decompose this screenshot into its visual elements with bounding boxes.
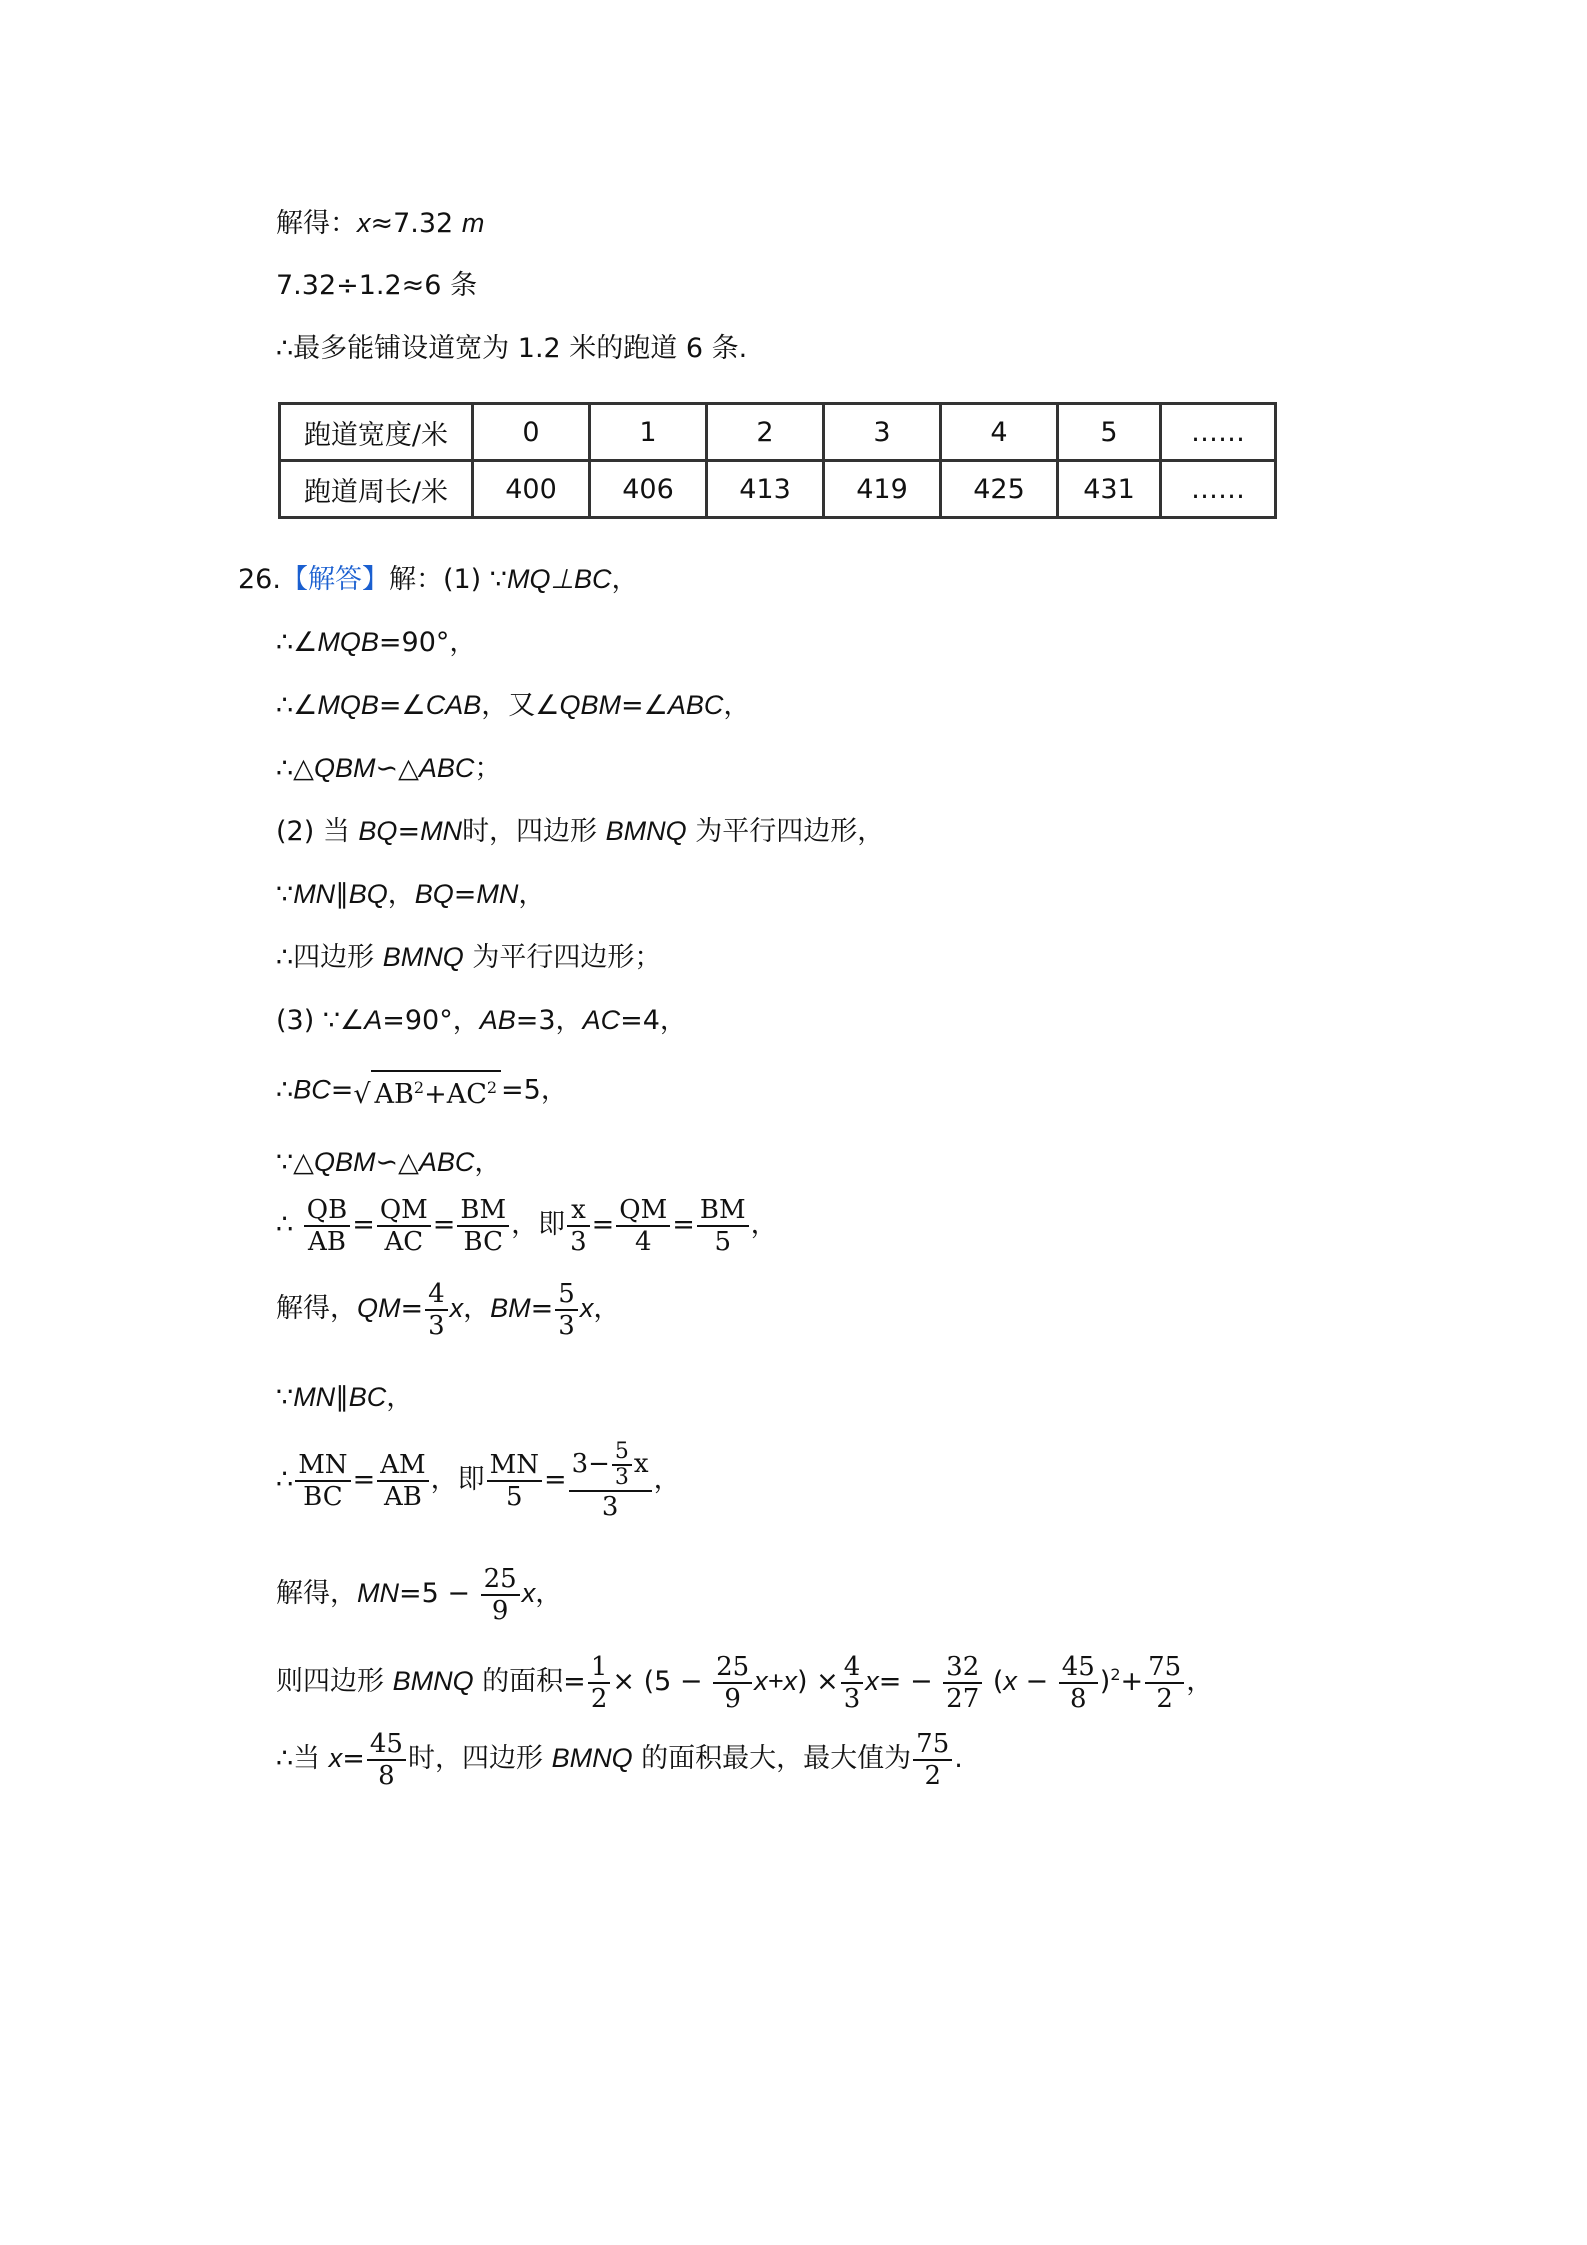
numerator: BM <box>697 1195 749 1227</box>
var: BMNQ <box>382 942 464 972</box>
text: 为平行四边形， <box>686 816 885 847</box>
denominator: 3 <box>614 1464 629 1490</box>
text: (2) 当 <box>276 816 359 847</box>
text: ， <box>518 879 546 910</box>
step-similar <box>276 751 501 786</box>
var: MN <box>420 816 463 846</box>
fraction <box>377 1195 431 1257</box>
fraction <box>481 1564 520 1626</box>
numerator: 25 <box>713 1652 752 1684</box>
step-max-area <box>276 1725 963 1792</box>
sqrt-expression: √ $AB^2+AC^2$ <box>353 1070 501 1112</box>
var: QBM <box>313 753 376 783</box>
var: AB <box>479 1005 516 1035</box>
denominator: 2 <box>1156 1683 1173 1714</box>
text: ∵△ <box>276 1147 314 1178</box>
var: x <box>521 1578 536 1608</box>
numerator: MN <box>295 1450 350 1482</box>
var: MN <box>293 879 336 909</box>
denominator: 4 <box>634 1226 652 1257</box>
denominator: 27 <box>946 1683 980 1714</box>
text: ∴ <box>276 1209 294 1240</box>
var: MN <box>293 1382 336 1412</box>
radicand-part: AB <box>374 1079 414 1110</box>
fraction <box>487 1450 542 1512</box>
table-cell: 0 <box>473 404 590 461</box>
var: CAB <box>425 690 482 720</box>
text: ∥ <box>335 1382 349 1413</box>
var: A <box>364 1005 383 1035</box>
table-cell: 419 <box>824 461 941 518</box>
denominator: 3 <box>428 1310 445 1341</box>
fraction <box>697 1195 749 1257</box>
fraction <box>304 1195 350 1257</box>
text: ∴当 <box>276 1743 329 1774</box>
var: QBM <box>559 690 621 720</box>
text: = <box>453 879 477 910</box>
var: ABC <box>418 1147 475 1177</box>
text: 解：(1) ∵ <box>388 564 507 595</box>
line-division: 7.32÷1.2≈6 条 <box>276 270 478 301</box>
fraction <box>913 1729 952 1791</box>
table-cell: 1 <box>590 404 707 461</box>
text: ，又∠ <box>481 690 560 721</box>
table-cell: 413 <box>707 461 824 518</box>
table-cell: 425 <box>941 461 1058 518</box>
text: =3， <box>515 1005 583 1036</box>
var: BQ <box>348 879 388 909</box>
text: 解得， <box>276 1578 357 1609</box>
text: =4， <box>620 1005 687 1036</box>
text: ∴ <box>276 1074 294 1106</box>
table-cell: 400 <box>473 461 590 518</box>
var: MN <box>476 879 519 909</box>
row-header-perimeter: 跑道周长/米 <box>280 461 473 518</box>
text: 则四边形 <box>276 1666 393 1697</box>
exponent: 2 <box>486 1078 498 1097</box>
denominator: 3 <box>570 1226 587 1257</box>
fraction <box>457 1195 509 1257</box>
numerator: 5 <box>555 1279 578 1311</box>
denominator: BC <box>463 1226 503 1257</box>
denominator: 3 <box>843 1683 861 1714</box>
step-mn-parallel-bc <box>276 1380 413 1415</box>
fraction <box>295 1450 350 1512</box>
var: x+x <box>754 1666 797 1696</box>
text: × (5 − <box>612 1666 712 1697</box>
var: MQ⊥BC <box>506 564 612 594</box>
step-angles-equal <box>276 688 750 723</box>
var: MQB <box>317 690 379 720</box>
var: x <box>579 1293 594 1323</box>
text: − <box>1016 1666 1057 1697</box>
problem-number: 26. <box>238 564 281 595</box>
numerator: 25 <box>481 1564 520 1596</box>
text: ∥ <box>335 879 349 910</box>
text: ， <box>611 564 639 595</box>
denominator: 8 <box>378 1760 395 1791</box>
text: 时，四边形 <box>407 1743 552 1774</box>
text: (3) ∵∠ <box>276 1005 365 1036</box>
table-row <box>280 461 1276 518</box>
denominator: AB <box>383 1481 422 1512</box>
denominator: 9 <box>724 1683 741 1714</box>
var: AC <box>582 1005 621 1035</box>
text: ， <box>463 1293 491 1324</box>
unit: m <box>461 208 485 238</box>
text: = <box>342 1743 365 1774</box>
text: 解得： <box>276 208 357 239</box>
fraction <box>555 1279 578 1341</box>
table-cell: 4 <box>941 404 1058 461</box>
fraction <box>616 1195 670 1257</box>
step-similar-2 <box>276 1145 501 1180</box>
text: ， <box>387 879 415 910</box>
numerator: 4 <box>841 1652 864 1684</box>
numerator: x <box>567 1195 590 1227</box>
text: ∴ <box>276 1464 294 1495</box>
step-area <box>276 1642 1213 1715</box>
line-solve-x <box>276 206 484 241</box>
table-cell: 3 <box>824 404 941 461</box>
text: ≈7.32 <box>370 208 462 239</box>
line-conclusion: ∴最多能铺设道宽为 1.2 米的跑道 6 条. <box>276 333 748 364</box>
denominator: AC <box>384 1226 424 1257</box>
text: ， <box>1186 1666 1214 1697</box>
denominator: AB <box>308 1226 346 1257</box>
text: ， <box>474 1147 502 1178</box>
var: BM <box>490 1293 531 1323</box>
denominator: 9 <box>491 1595 509 1626</box>
numerator: 1 <box>588 1652 611 1684</box>
fraction <box>588 1652 611 1714</box>
var: MQB <box>317 627 379 657</box>
numerator: 75 <box>1145 1652 1184 1684</box>
var: BQ <box>358 816 398 846</box>
text: ∵ <box>276 1382 294 1413</box>
text: ， <box>386 1382 414 1413</box>
radicand-part: +AC <box>424 1079 487 1110</box>
text: ，即 <box>511 1209 566 1240</box>
step-part3 <box>276 1003 687 1038</box>
exponent: 2 <box>1110 1665 1121 1684</box>
numerator: QM <box>377 1195 431 1227</box>
numerator: QM <box>616 1195 670 1227</box>
text: ∽△ <box>375 1147 419 1178</box>
text: = <box>397 816 421 847</box>
var: x <box>449 1293 464 1323</box>
numerator <box>569 1440 652 1492</box>
text: = − <box>878 1666 942 1697</box>
text: ) × <box>796 1666 839 1697</box>
numerator: MN <box>487 1450 542 1482</box>
numerator: 75 <box>913 1729 952 1761</box>
text: 的面积最大，最大值为 <box>632 1743 912 1774</box>
numerator: 32 <box>943 1652 982 1684</box>
text: + <box>1120 1666 1144 1697</box>
row-header-width: 跑道宽度/米 <box>280 404 473 461</box>
text: ， <box>535 1578 563 1609</box>
text: =90°， <box>378 627 477 658</box>
var: QM <box>357 1293 401 1323</box>
fraction <box>367 1729 406 1791</box>
text: . <box>954 1743 963 1774</box>
fraction <box>1145 1652 1184 1714</box>
fraction <box>377 1450 428 1512</box>
step-part2 <box>276 814 884 849</box>
answer-tag: 【解答】 <box>280 564 389 595</box>
text: = <box>400 1293 424 1324</box>
text: ∴∠ <box>276 627 318 658</box>
step-bc-sqrt <box>276 1070 568 1112</box>
denominator: 2 <box>924 1760 941 1791</box>
problem-26-heading <box>238 562 639 597</box>
denominator: BC <box>303 1481 343 1512</box>
step-parallel <box>276 877 545 912</box>
text: = <box>543 1464 567 1495</box>
table-cell: 431 <box>1058 461 1161 518</box>
text: =5 − <box>399 1578 479 1609</box>
fraction <box>425 1279 448 1341</box>
fraction <box>567 1195 590 1257</box>
text: =5， <box>501 1074 568 1106</box>
table-row <box>280 404 1276 461</box>
var: BMNQ <box>392 1666 474 1696</box>
step-parallelogram <box>276 940 661 975</box>
text: ，即 <box>430 1464 485 1495</box>
text: ， <box>750 1209 778 1240</box>
text: 为平行四边形； <box>463 942 662 973</box>
denominator: 8 <box>1069 1683 1087 1714</box>
var: QBM <box>313 1147 376 1177</box>
var: x <box>633 1448 649 1479</box>
denominator: 3 <box>601 1491 619 1522</box>
compound-fraction <box>569 1440 652 1522</box>
text: 3− <box>571 1448 610 1479</box>
numerator: QB <box>304 1195 350 1227</box>
text: 的面积= <box>473 1666 586 1697</box>
fraction <box>943 1652 982 1714</box>
text: ， <box>593 1293 621 1324</box>
text: = <box>591 1209 615 1240</box>
var: BC <box>348 1382 387 1412</box>
var: BMNQ <box>605 816 687 846</box>
text: ， <box>723 690 751 721</box>
denominator: 3 <box>558 1310 575 1341</box>
table-cell: 5 <box>1058 404 1161 461</box>
text: ； <box>474 753 502 784</box>
text: ∵ <box>276 879 294 910</box>
var: ABC <box>418 753 475 783</box>
var: MN <box>357 1578 399 1608</box>
var: x <box>865 1666 879 1696</box>
table-cell: 406 <box>590 461 707 518</box>
step-mn-value <box>276 1560 562 1627</box>
text: ， <box>653 1464 681 1495</box>
text: =∠ <box>621 690 668 721</box>
text: = <box>352 1209 375 1240</box>
var: x <box>1003 1666 1017 1696</box>
text: ) <box>1099 1666 1111 1697</box>
table-cell: …… <box>1161 404 1276 461</box>
step-angle-90 <box>276 625 476 660</box>
var: ABC <box>667 690 724 720</box>
table-cell: 2 <box>707 404 824 461</box>
text: = <box>330 1074 354 1106</box>
denominator: 5 <box>506 1481 523 1512</box>
text: = <box>672 1209 695 1240</box>
fraction <box>841 1652 864 1714</box>
text: 解得， <box>276 1293 357 1324</box>
numerator: 4 <box>425 1279 448 1311</box>
numerator: BM <box>457 1195 509 1227</box>
denominator: 5 <box>714 1226 731 1257</box>
text: ∴四边形 <box>276 942 383 973</box>
text: ( <box>984 1666 1004 1697</box>
text: ∴∠ <box>276 690 318 721</box>
text: =90°， <box>382 1005 480 1036</box>
step-qm-bm <box>276 1275 620 1342</box>
var: x <box>357 208 371 238</box>
numerator: AM <box>377 1450 428 1482</box>
text: 时，四边形 <box>462 816 606 847</box>
text: = <box>352 1464 376 1495</box>
text: = <box>530 1293 554 1324</box>
step-ratio-mn <box>276 1430 681 1530</box>
step-ratios <box>276 1192 778 1258</box>
fraction <box>612 1440 632 1490</box>
var: BMNQ <box>551 1743 633 1773</box>
text: = <box>432 1209 456 1240</box>
text: ∴△ <box>276 753 314 784</box>
fraction <box>1059 1652 1098 1714</box>
denominator: 2 <box>590 1683 608 1714</box>
runway-table <box>278 402 1277 519</box>
numerator: 45 <box>367 1729 406 1761</box>
numerator: 45 <box>1059 1652 1098 1684</box>
fraction <box>713 1652 752 1714</box>
text: =∠ <box>378 690 426 721</box>
table-cell: …… <box>1161 461 1276 518</box>
numerator: 5 <box>612 1440 632 1466</box>
text: ∽△ <box>375 753 419 784</box>
exponent: 2 <box>413 1078 425 1097</box>
var: BQ <box>414 879 454 909</box>
var: x <box>328 1743 343 1773</box>
var: BC <box>293 1074 331 1105</box>
